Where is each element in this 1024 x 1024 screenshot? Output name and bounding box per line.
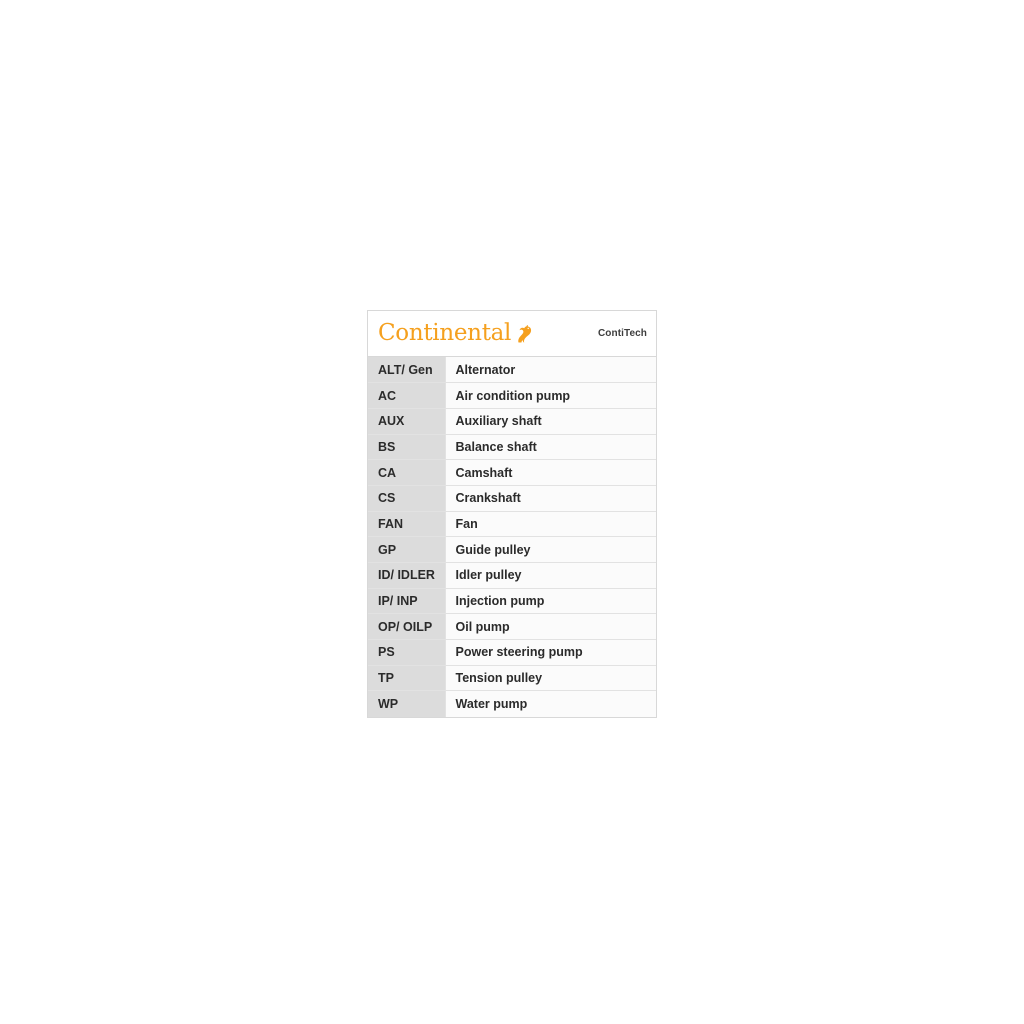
table-row: [368, 408, 656, 434]
row-code: CS: [368, 485, 445, 511]
table-row: [368, 614, 656, 640]
row-description: Camshaft: [445, 460, 656, 486]
row-description: Alternator: [445, 357, 656, 383]
table-row: [368, 460, 656, 486]
table-row: [368, 640, 656, 666]
row-description: Injection pump: [445, 588, 656, 614]
row-code: GP: [368, 537, 445, 563]
abbreviation-table: [368, 357, 656, 717]
table-row: [368, 511, 656, 537]
row-description: Guide pulley: [445, 537, 656, 563]
row-description: Auxiliary shaft: [445, 408, 656, 434]
row-description: Fan: [445, 511, 656, 537]
prancing-horse-icon: [514, 322, 536, 346]
row-code: TP: [368, 665, 445, 691]
row-description: Power steering pump: [445, 640, 656, 666]
row-code: AUX: [368, 408, 445, 434]
row-code: WP: [368, 691, 445, 717]
brand-wordmark: Continental: [378, 320, 512, 346]
table-row: [368, 434, 656, 460]
row-description: Air condition pump: [445, 383, 656, 409]
row-description: Balance shaft: [445, 434, 656, 460]
row-code: ALT/ Gen: [368, 357, 445, 383]
row-description: Crankshaft: [445, 485, 656, 511]
table-row: [368, 357, 656, 383]
row-description: Water pump: [445, 691, 656, 717]
row-code: IP/ INP: [368, 588, 445, 614]
contitech-sub-brand: ContiTech: [597, 328, 647, 339]
table-row: [368, 588, 656, 614]
table-row: [368, 563, 656, 589]
abbreviation-legend-card: [367, 310, 657, 718]
table-row: [368, 691, 656, 717]
row-code: BS: [368, 434, 445, 460]
table-row: [368, 383, 656, 409]
table-row: [368, 665, 656, 691]
legend-header: [368, 311, 656, 357]
row-code: PS: [368, 640, 445, 666]
row-code: AC: [368, 383, 445, 409]
row-description: Tension pulley: [445, 665, 656, 691]
continental-logo: [378, 322, 536, 346]
row-code: OP/ OILP: [368, 614, 445, 640]
table-row: [368, 537, 656, 563]
row-code: ID/ IDLER: [368, 563, 445, 589]
row-description: Idler pulley: [445, 563, 656, 589]
row-code: CA: [368, 460, 445, 486]
row-code: FAN: [368, 511, 445, 537]
table-row: [368, 485, 656, 511]
row-description: Oil pump: [445, 614, 656, 640]
